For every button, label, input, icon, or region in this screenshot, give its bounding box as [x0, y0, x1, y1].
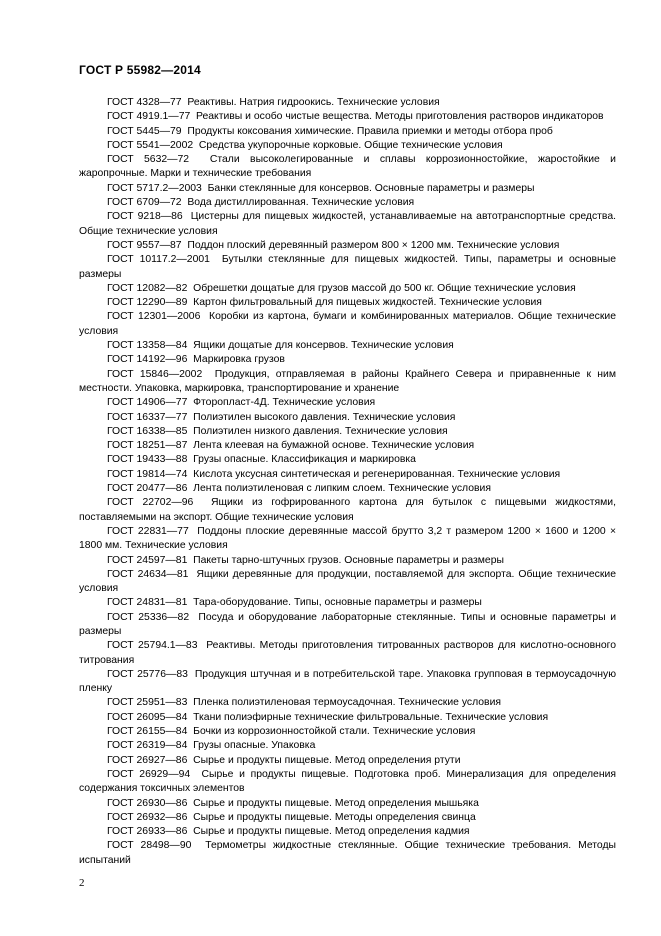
reference-title: Полиэтилен высокого давления. Технические условия: [193, 411, 456, 423]
reference-code: ГОСТ 13358—84: [107, 340, 188, 352]
reference-title: Пакеты тарно-штучных грузов. Основные параметры и размеры: [193, 554, 504, 566]
reference-code: ГОСТ 10117.2—2001: [107, 254, 210, 266]
reference-code: ГОСТ 25336—82: [107, 611, 190, 623]
reference-code: ГОСТ 26932—86: [107, 811, 188, 823]
reference-code: ГОСТ 12301—2006: [107, 311, 201, 323]
reference-title: Поддоны плоские деревянные массой брутто 3,2 т размером 1200 × 1600 и 1200 × 1800 мм. Технические условия: [79, 525, 617, 552]
reference-item: [79, 239, 616, 253]
reference-item: [79, 811, 616, 825]
page-number: 2: [79, 877, 85, 889]
reference-item: [79, 96, 616, 110]
reference-code: ГОСТ 28498—90: [107, 840, 192, 852]
reference-item: [79, 725, 616, 739]
reference-code: ГОСТ 5445—79: [107, 125, 182, 137]
reference-title: Бочки из коррозионностойкой стали. Технические условия: [193, 726, 476, 738]
reference-item: [79, 353, 616, 367]
reference-item: [79, 210, 616, 239]
reference-title: Сырье и продукты пищевые. Методы определения свинца: [193, 811, 476, 823]
reference-item: [79, 368, 616, 397]
reference-title: Средства укупорочные корковые. Общие технические условия: [198, 139, 503, 151]
reference-item: [79, 568, 616, 597]
reference-title: Цистерны для пищевых жидкостей, устанавливаемые на автотранспортные средства. Общие технические условия: [79, 211, 616, 237]
reference-title: Реактивы. Натрия гидроокись. Технические условия: [187, 97, 440, 108]
reference-title: Грузы опасные. Упаковка: [193, 740, 316, 752]
reference-title: Коробки из картона, бумаги и комбинированных материалов. Общие технические условия: [79, 311, 616, 337]
reference-item: [79, 253, 616, 282]
reference-title: Картон фильтровальный для пищевых жидкостей. Технические условия: [193, 297, 542, 309]
reference-code: ГОСТ 25794.1—83: [107, 640, 198, 652]
reference-code: ГОСТ 9218—86: [107, 211, 183, 223]
reference-item: [79, 754, 616, 768]
reference-title: Лента клеевая на бумажной основе. Технические условия: [193, 440, 475, 452]
reference-title: Продукты коксования химические. Правила приемки и методы отбора проб: [187, 125, 553, 137]
reference-title: Стали высоколегированные и сплавы коррозионностойкие, жаростойкие и жаропрочные. Марки и технические требования: [79, 154, 616, 180]
normative-references-list: [79, 96, 616, 868]
reference-code: ГОСТ 5541—2002: [107, 139, 194, 151]
reference-title: Сырье и продукты пищевые. Метод определения мышьяка: [193, 797, 479, 809]
reference-title: Реактивы и особо чистые вещества. Методы приготовления растворов индикаторов: [196, 111, 604, 123]
reference-code: ГОСТ 24597—81: [107, 554, 188, 566]
reference-title: Грузы опасные. Классификация и маркировка: [193, 454, 416, 466]
reference-title: Банки стеклянные для консервов. Основные параметры и размеры: [207, 182, 535, 194]
reference-code: ГОСТ 26319—84: [107, 740, 188, 752]
reference-title: Ящики дощатые для консервов. Технические условия: [193, 340, 454, 352]
reference-title: Продукция штучная и в потребительской таре. Упаковка групповая в термоусадочную пленку: [79, 668, 616, 695]
reference-title: Реактивы. Методы приготовления титрованных растворов для кислотно-основного титрования: [79, 640, 616, 666]
reference-code: ГОСТ 26930—86: [107, 797, 188, 809]
reference-item: [79, 196, 616, 210]
reference-title: Продукция, отправляемая в районы Крайнего Севера и приравненные к ним местности. Упаковка, маркировка, транспортирование и хранение: [79, 368, 616, 394]
reference-item: [79, 596, 616, 610]
reference-code: ГОСТ 9557—87: [107, 239, 182, 251]
reference-item: [79, 310, 616, 339]
reference-item: [79, 525, 616, 554]
reference-code: ГОСТ 22831—77: [107, 525, 189, 537]
reference-code: ГОСТ 6709—72: [107, 197, 182, 209]
reference-code: ГОСТ 19814—74: [107, 468, 188, 480]
reference-item: [79, 139, 616, 153]
reference-code: ГОСТ 25951—83: [107, 697, 188, 709]
reference-code: ГОСТ 26155—84: [107, 726, 188, 738]
reference-item: [79, 639, 616, 668]
reference-item: [79, 839, 616, 868]
reference-title: Пленка полиэтиленовая термоусадочная. Технические условия: [193, 697, 502, 709]
reference-title: Бутылки стеклянные для пищевых жидкостей. Типы, параметры и основные размеры: [79, 254, 616, 280]
reference-item: [79, 125, 616, 139]
reference-code: ГОСТ 25776—83: [107, 668, 188, 680]
reference-item: [79, 696, 616, 710]
reference-title: Маркировка грузов: [193, 354, 285, 366]
reference-item: [79, 453, 616, 467]
reference-item: [79, 668, 616, 697]
reference-item: [79, 425, 616, 439]
reference-item: [79, 739, 616, 753]
reference-title: Ткани полиэфирные технические фильтровальные. Технические условия: [193, 711, 549, 723]
reference-item: [79, 339, 616, 353]
reference-title: Фторопласт-4Д. Технические условия: [193, 397, 376, 409]
reference-item: [79, 296, 616, 310]
reference-code: ГОСТ 24831—81: [107, 597, 188, 609]
reference-code: ГОСТ 16338—85: [107, 425, 188, 437]
reference-item: [79, 182, 616, 196]
reference-code: ГОСТ 4919.1—77: [107, 111, 191, 123]
reference-title: Кислота уксусная синтетическая и регенерированная. Технические условия: [193, 468, 561, 480]
reference-item: [79, 282, 616, 296]
reference-title: Лента полиэтиленовая с липким слоем. Технические условия: [193, 483, 491, 495]
reference-item: [79, 110, 616, 124]
reference-code: ГОСТ 5632—72: [107, 154, 190, 166]
reference-title: Ящики деревянные для продукции, поставляемой для экспорта. Общие технические условия: [79, 568, 616, 595]
reference-code: ГОСТ 26933—86: [107, 826, 188, 838]
reference-item: [79, 825, 616, 839]
reference-title: Сырье и продукты пищевые. Метод определения ртути: [193, 754, 461, 766]
reference-code: ГОСТ 14192—96: [107, 354, 188, 366]
reference-code: ГОСТ 19433—88: [107, 454, 188, 466]
reference-item: [79, 554, 616, 568]
reference-code: ГОСТ 5717.2—2003: [107, 182, 202, 194]
reference-code: ГОСТ 26927—86: [107, 754, 188, 766]
reference-title: Сырье и продукты пищевые. Подготовка проб. Минерализация для определения содержания токсичных элементов: [79, 768, 616, 795]
reference-code: ГОСТ 12290—89: [107, 297, 188, 309]
reference-title: Обрешетки дощатые для грузов массой до 500 кг. Общие технические условия: [193, 282, 576, 294]
reference-title: Посуда и оборудование лабораторные стеклянные. Типы и основные параметры и размеры: [79, 611, 617, 637]
reference-code: ГОСТ 18251—87: [107, 440, 188, 452]
reference-code: ГОСТ 26929—94: [107, 768, 191, 780]
reference-code: ГОСТ 24634—81: [107, 568, 189, 580]
reference-item: [79, 439, 616, 453]
reference-item: [79, 496, 616, 525]
reference-title: Полиэтилен низкого давления. Технические условия: [193, 425, 448, 437]
reference-code: ГОСТ 26095—84: [107, 711, 188, 723]
reference-item: [79, 396, 616, 410]
reference-item: [79, 797, 616, 811]
reference-title: Ящики из гофрированного картона для бутылок с пищевыми жидкостями, поставляемыми на экспорт. Общие технические условия: [79, 497, 616, 523]
reference-title: Сырье и продукты пищевые. Метод определения кадмия: [193, 826, 470, 838]
reference-item: [79, 711, 616, 725]
reference-item: [79, 411, 616, 425]
reference-code: ГОСТ 15846—2002: [107, 368, 203, 380]
reference-code: ГОСТ 16337—77: [107, 411, 188, 423]
reference-code: ГОСТ 4328—77: [107, 97, 182, 108]
reference-code: ГОСТ 20477—86: [107, 483, 188, 495]
reference-item: [79, 153, 616, 182]
reference-title: Термометры жидкостные стеклянные. Общие технические требования. Методы испытаний: [79, 840, 616, 866]
reference-code: ГОСТ 14906—77: [107, 397, 188, 409]
reference-title: Вода дистиллированная. Технические условия: [187, 197, 415, 209]
reference-title: Поддон плоский деревянный размером 800 × 1200 мм. Технические условия: [187, 239, 560, 251]
reference-code: ГОСТ 22702—96: [107, 497, 194, 509]
reference-title: Тара-оборудование. Типы, основные параметры и размеры: [193, 597, 482, 609]
reference-item: [79, 768, 616, 797]
reference-code: ГОСТ 12082—82: [107, 282, 188, 294]
reference-item: [79, 482, 616, 496]
standard-header: ГОСТ Р 55982—2014: [79, 63, 201, 77]
reference-item: [79, 611, 616, 640]
reference-item: [79, 468, 616, 482]
